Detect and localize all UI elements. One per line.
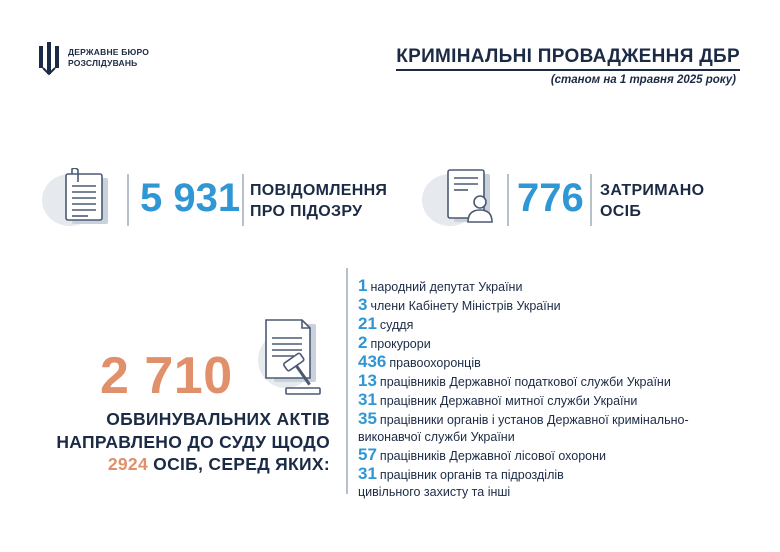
suspicions-label-line-1: ПОВІДОМЛЕННЯ (250, 182, 388, 199)
list-item (358, 465, 758, 501)
list-item-count: 1 (358, 276, 368, 295)
list-item-text: працівник Державної митної служби України (379, 394, 638, 408)
list-item (358, 372, 758, 391)
detained-value: 776 (517, 176, 584, 220)
list-item (358, 410, 758, 446)
indictments-line-3-rest: ОСІБ, СЕРЕД ЯКИХ: (148, 454, 330, 474)
list-item (358, 296, 758, 315)
list-item-text: народний депутат України (370, 280, 523, 294)
list-item-text: члени Кабінету Міністрів України (370, 299, 561, 313)
indictments-line-1: ОБВИНУВАЛЬНИХ АКТІВ (106, 409, 330, 429)
list-item (358, 446, 758, 465)
list-item-count: 2 (358, 333, 368, 352)
detained-label (600, 180, 704, 222)
page-subtitle: (станом на 1 травня 2025 року) (550, 74, 736, 86)
suspicions-label (250, 180, 387, 222)
suspicions-label-line-2: ПРО ПІДОЗРУ (250, 203, 363, 220)
list-item-count: 31 (358, 390, 377, 409)
list-item-count: 31 (358, 464, 377, 483)
list-item (358, 277, 758, 296)
divider (127, 174, 129, 226)
persons-count: 2924 (107, 454, 148, 474)
list-item-text: працівник органів та підрозділів (379, 468, 564, 482)
list-item-text-continued: цивільного захисту та інші (358, 485, 511, 499)
list-item-count: 57 (358, 445, 377, 464)
logo-text (68, 47, 149, 69)
list-item-text: працівників Державної податкової служби України (379, 375, 671, 389)
indictments-line-2: НАПРАВЛЕНО ДО СУДУ ЩОДО (56, 431, 330, 452)
list-item-count: 436 (358, 352, 387, 371)
documents-icon (40, 168, 118, 230)
document-gavel-icon (256, 316, 336, 402)
dbr-logo (38, 40, 149, 76)
person-document-icon (418, 166, 498, 232)
dbr-emblem-icon (38, 40, 60, 76)
logo-line-2: РОЗСЛІДУВАНЬ (68, 58, 138, 68)
list-item (358, 353, 758, 372)
list-item-count: 35 (358, 409, 377, 428)
list-item-text: працівників Державної лісової охорони (379, 449, 607, 463)
indictments-line-3 (56, 453, 330, 476)
detained-label-line-2: ОСІБ (600, 203, 642, 220)
list-item (358, 391, 758, 410)
indictments-value: 2 710 (100, 347, 233, 405)
defendants-list (358, 277, 758, 501)
list-divider (346, 268, 348, 494)
list-item-text-continued: виконавчої служби України (358, 430, 515, 444)
list-item-text: прокурори (370, 337, 431, 351)
detained-label-line-1: ЗАТРИМАНО (600, 182, 705, 199)
list-item-text: суддя (379, 318, 414, 332)
divider (590, 174, 592, 226)
page-title: КРИМІНАЛЬНІ ПРОВАДЖЕННЯ ДБР (396, 46, 740, 71)
logo-line-1: ДЕРЖАВНЕ БЮРО (68, 47, 150, 57)
suspicions-value: 5 931 (140, 176, 241, 220)
divider (242, 174, 244, 226)
indictments-description (56, 408, 330, 476)
list-item-text: працівники органів і установ Державної кримінально- (379, 413, 689, 427)
list-item-text: правоохоронців (389, 356, 481, 370)
list-item-count: 21 (358, 314, 377, 333)
divider (507, 174, 509, 226)
list-item-count: 3 (358, 295, 368, 314)
list-item-count: 13 (358, 371, 377, 390)
list-item (358, 334, 758, 353)
list-item (358, 315, 758, 334)
